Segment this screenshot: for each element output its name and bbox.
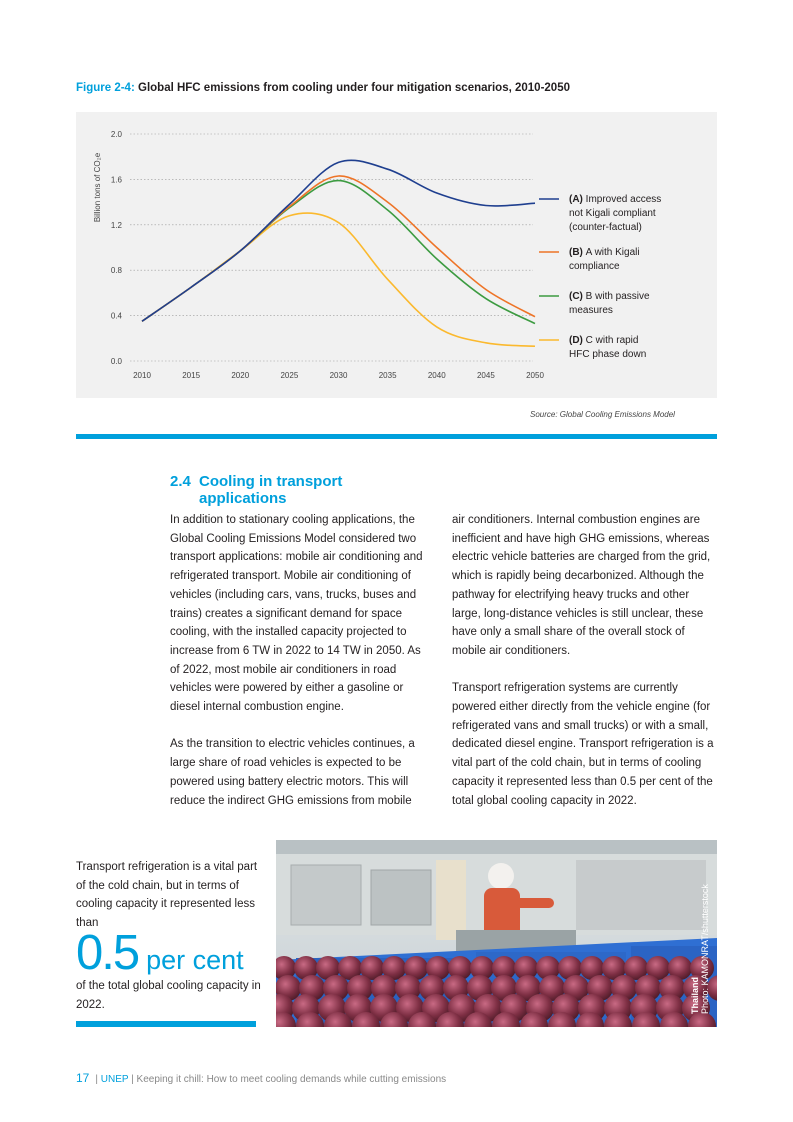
chart-panel <box>76 112 717 398</box>
section-heading <box>170 473 342 507</box>
section-title-line1: Cooling in transport <box>199 473 343 490</box>
footer-org: UNEP <box>100 1074 129 1085</box>
legend-label: compliance <box>569 261 620 272</box>
callout-rule <box>76 1021 256 1027</box>
legend-key: (D) <box>569 335 586 346</box>
section-title-line2: applications <box>199 490 287 507</box>
x-tick-label: 2045 <box>476 371 495 380</box>
legend-label <box>569 335 638 346</box>
legend-key: (C) <box>569 291 586 302</box>
legend-text: C with rapid <box>585 335 639 346</box>
series-line <box>142 160 535 321</box>
page-number: 17 <box>76 1071 90 1085</box>
legend-label: measures <box>569 305 613 316</box>
callout-outro: of the total global cooling capacity in 2022. <box>76 980 261 1011</box>
paragraph: Transport refrigeration systems are currently powered either directly from the vehicle engine (for refrigerated vans and small trucks) or with a small, dedicated diesel engine. Transport refrigeration is a vital part of the cold chain, but in terms of cooling capacity it represented less than 0.5 per cent of the total global cooling capacity in 2022. <box>452 682 714 807</box>
fruit-group <box>276 956 717 1027</box>
photo-illustration <box>276 840 717 1027</box>
x-tick-label: 2040 <box>427 371 446 380</box>
series-line <box>142 176 535 321</box>
legend-text: Improved access <box>585 194 662 205</box>
legend-text: B with passive <box>585 291 650 302</box>
callout-unit: per cent <box>146 945 244 975</box>
section-number: 2.4 <box>170 473 191 490</box>
section-divider <box>76 434 717 439</box>
y-axis-label: Billion tons of CO₂e <box>93 152 102 223</box>
paragraph: air conditioners. Internal combustion engines are inefficient and have high GHG emissions, whereas electric vehicle batteries are charged from the grid, which is rapidly being decarbonized. Although the pathway for electrifying heavy trucks and other large, long-distance vehicles is still unclear, these have only a small share of the overall stock of mobile air conditioners. <box>452 514 711 657</box>
x-tick-label: 2025 <box>280 371 299 380</box>
y-tick-label: 2.0 <box>110 130 122 139</box>
footer-separator: | <box>131 1074 134 1085</box>
figure-title <box>76 82 570 94</box>
y-tick-label: 1.6 <box>110 175 122 185</box>
callout-intro: Transport refrigeration is a vital part of the cold chain, but in terms of cooling capacity it represented less than <box>76 861 258 929</box>
figure-source: Source: Global Cooling Emissions Model <box>530 410 675 419</box>
x-tick-label: 2010 <box>133 371 151 380</box>
paragraph: In addition to stationary cooling applications, the Global Cooling Emissions Model considered two transport applications: mobile air conditioning and refrigerated transport. Mobile air conditioning of vehicles (including cars, vans, trucks, buses and trains) creates a significant demand for space cooling, with the installed capacity projected to increase from 6 TW in 2022 to 14 TW in 2050. As of 2022, most mobile air conditioners in road vehicles were powered by either a gasoline or diesel internal combustion engine. <box>170 514 423 714</box>
x-tick-label: 2030 <box>329 371 348 380</box>
legend-label: not Kigali compliant <box>569 208 656 219</box>
body-column-left <box>170 511 432 810</box>
legend-key: (A) <box>569 194 586 205</box>
callout-number: 0.5 <box>76 926 139 980</box>
callout-highlight <box>76 925 244 981</box>
x-tick-label: 2035 <box>378 371 397 380</box>
legend-label: HFC phase down <box>569 349 647 360</box>
photo-place: Thailand <box>690 976 700 1014</box>
legend-label: (counter-factual) <box>569 222 642 233</box>
x-tick-label: 2020 <box>231 371 250 380</box>
page-footer <box>76 1071 446 1085</box>
figure-title-text: Global HFC emissions from cooling under four mitigation scenarios, 2010-2050 <box>138 82 570 94</box>
x-tick-label: 2015 <box>182 371 201 380</box>
y-tick-label: 0.8 <box>110 266 122 276</box>
legend-label <box>569 291 650 302</box>
legend-text: A with Kigali <box>585 247 640 258</box>
y-tick-label: 0.4 <box>110 311 122 321</box>
legend-label <box>569 194 661 205</box>
paragraph: As the transition to electric vehicles continues, a large share of road vehicles is expected to be powered using battery electric motors. This will reduce the indirect GHG emissions from mobile <box>170 738 415 807</box>
series-line <box>142 181 535 324</box>
legend-key: (B) <box>569 247 586 258</box>
photo-mangosteen-crates <box>276 840 717 1027</box>
legend-label <box>569 247 640 258</box>
y-tick-label: 1.2 <box>110 220 122 230</box>
y-tick-label: 0.0 <box>110 357 122 366</box>
emissions-line-chart <box>76 112 717 398</box>
figure-label: Figure 2-4: <box>76 82 135 94</box>
footer-separator: | <box>95 1074 98 1085</box>
x-tick-label: 2050 <box>526 371 544 380</box>
photo-credit-text: Photo: KAMONRAT/shutterstock <box>700 884 710 1014</box>
body-column-right <box>452 511 714 810</box>
footer-doc-title: Keeping it chill: How to meet cooling demands while cutting emissions <box>136 1074 447 1085</box>
photo-credit <box>690 884 710 1014</box>
